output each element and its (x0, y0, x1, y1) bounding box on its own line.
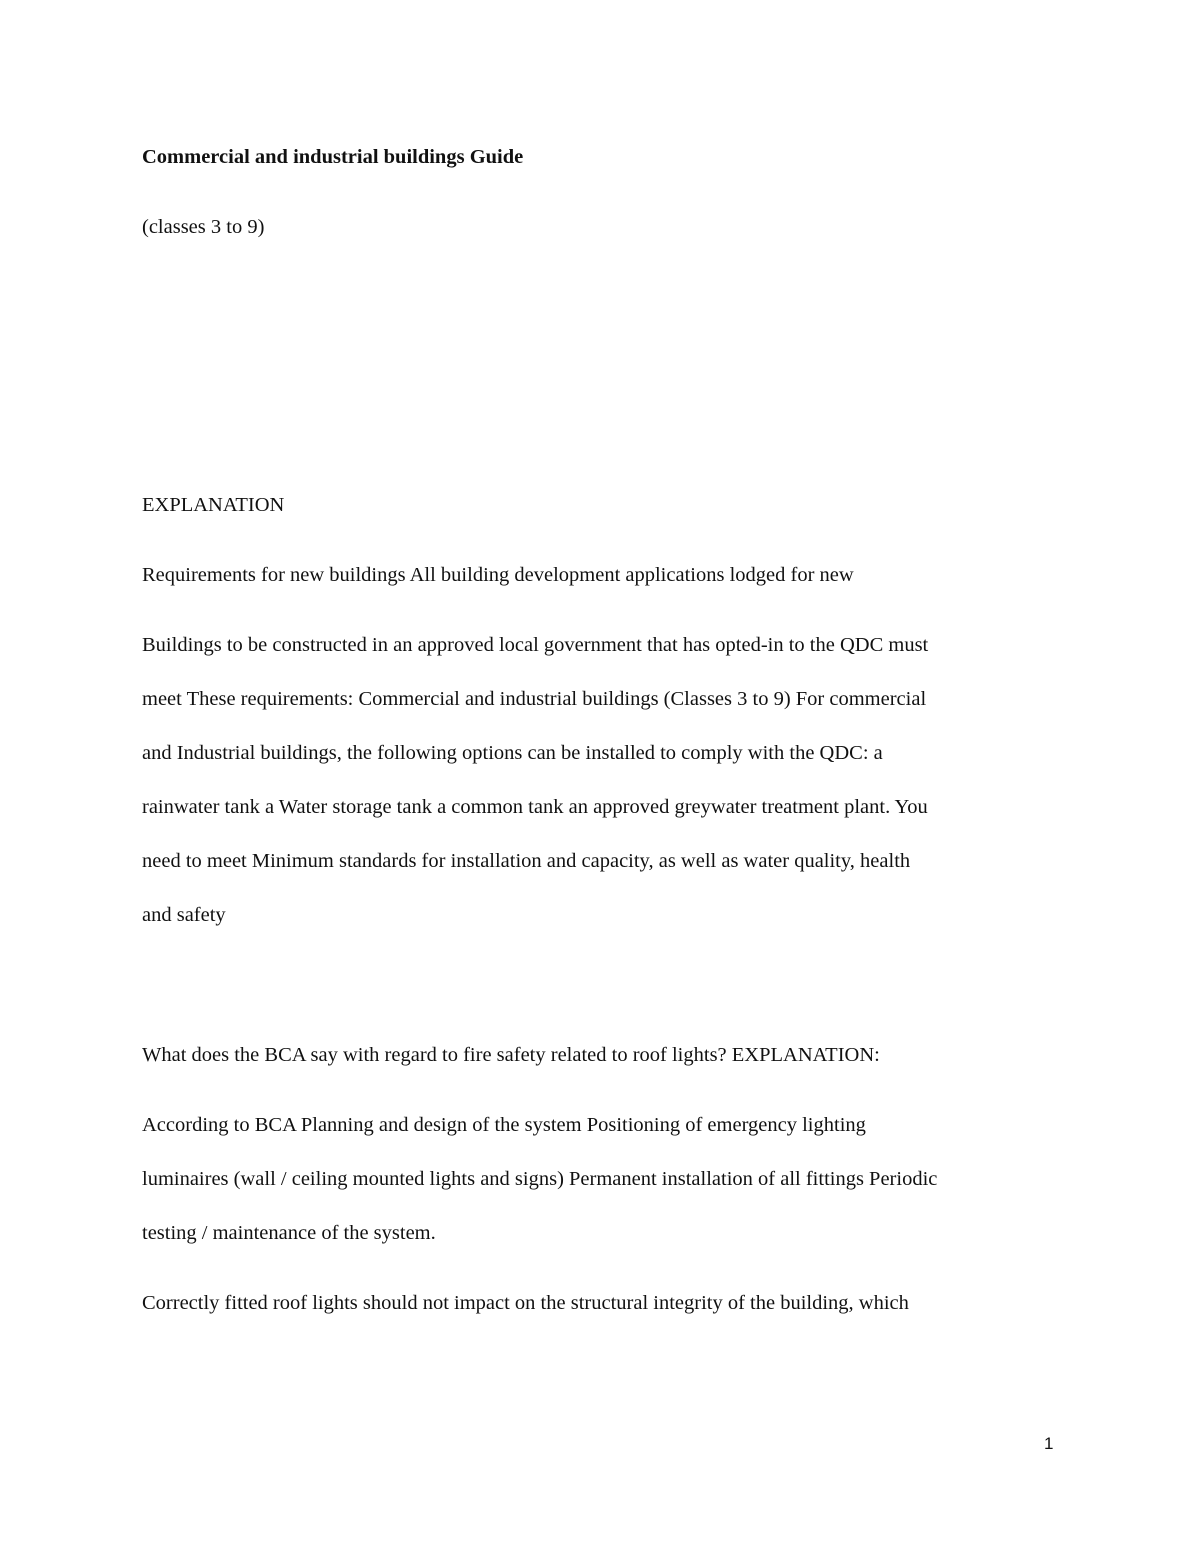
paragraph-line: Requirements for new buildings All building development applications lodged for new (142, 564, 854, 586)
document-subtitle: (classes 3 to 9) (142, 216, 265, 238)
paragraph-line: According to BCA Planning and design of the system Positioning of emergency lighting (142, 1114, 866, 1136)
paragraph-line: luminaires (wall / ceiling mounted lights and signs) Permanent installation of all fittings Periodic (142, 1168, 938, 1190)
paragraph-line: rainwater tank a Water storage tank a common tank an approved greywater treatment plant. You (142, 796, 928, 818)
paragraph-line: Correctly fitted roof lights should not impact on the structural integrity of the building, which (142, 1292, 909, 1314)
document-title: Commercial and industrial buildings Guide (142, 146, 524, 168)
section-heading: EXPLANATION (142, 494, 285, 516)
paragraph-line: meet These requirements: Commercial and industrial buildings (Classes 3 to 9) For commercial (142, 688, 927, 710)
paragraph-line: and Industrial buildings, the following options can be installed to comply with the QDC: a (142, 742, 883, 764)
paragraph-line: testing / maintenance of the system. (142, 1222, 436, 1244)
paragraph-line: Buildings to be constructed in an approved local government that has opted-in to the QDC must (142, 634, 929, 656)
paragraph-line: and safety (142, 904, 226, 926)
page-number: 1 (1044, 1434, 1054, 1453)
question-line: What does the BCA say with regard to fire safety related to roof lights? EXPLANATION: (142, 1044, 880, 1066)
paragraph-line: need to meet Minimum standards for installation and capacity, as well as water quality, health (142, 850, 911, 872)
